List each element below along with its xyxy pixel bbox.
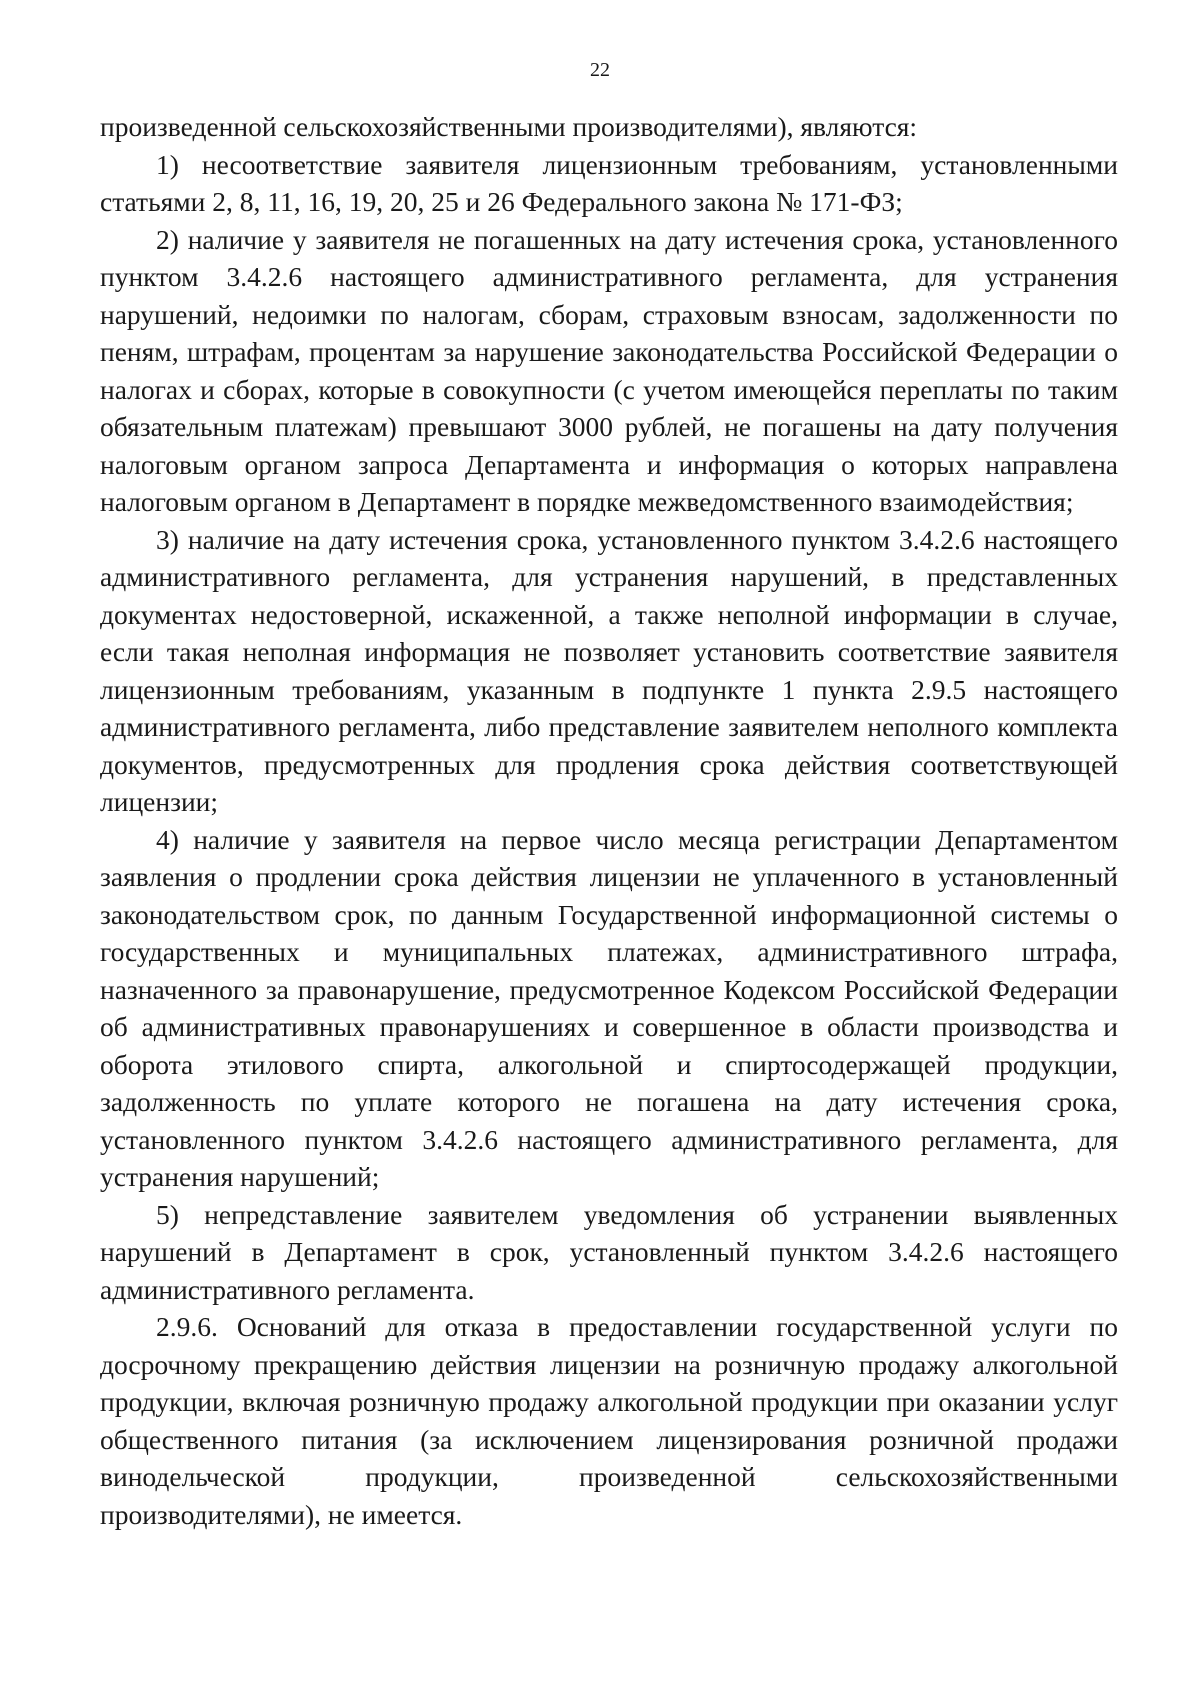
paragraph-item-3: 3) наличие на дату истечения срока, установленного пунктом 3.4.2.6 настоящего административного регламента, для устранения нарушений, в представленных документах недостоверной, искаженной, а также неполной информации в случае, если такая неполная информация не позволяет установить соответствие заявителя лицензионным требованиям, указанным в подпункте 1 пункта 2.9.5 настоящего административного регламента, либо представление заявителем неполного комплекта документов, предусмотренных для продления срока действия соответствующей лицензии; [100, 523, 1118, 817]
document-body [100, 108, 1118, 1533]
paragraph-section-2-9-6: 2.9.6. Оснований для отказа в предоставлении государственной услуги по досрочному прекращению действия лицензии на розничную продажу алкогольной продукции, включая розничную продажу алкогольной продукции при оказании услуг общественного питания (за исключением лицензирования розничной продажи винодельческой продукции, произведенной сельскохозяйственными производителями), не имеется. [100, 1311, 1118, 1530]
paragraph-continuation: произведенной сельскохозяйственными производителями), являются: [100, 111, 918, 142]
paragraph-item-5: 5) непредставление заявителем уведомления об устранении выявленных нарушений в Департамент в срок, установленный пунктом 3.4.2.6 настоящего административного регламента. [100, 1198, 1118, 1305]
paragraph-item-4: 4) наличие у заявителя на первое число месяца регистрации Департаментом заявления о продлении срока действия лицензии не уплаченного в установленный законодательством срок, по данным Государственной информационной системы о государственных и муниципальных платежах, административного штрафа, назначенного за правонарушение, предусмотренное Кодексом Российской Федерации об административных правонарушениях и совершенное в области производства и оборота этилового спирта, алкогольной и спиртосодержащей продукции, задолженность по уплате которого не погашена на дату истечения срока, установленного пунктом 3.4.2.6 настоящего административного регламента, для устранения нарушений; [100, 823, 1118, 1192]
paragraph-item-1: 1) несоответствие заявителя лицензионным требованиям, установленными статьями 2, 8, 11, 16, 19, 20, 25 и 26 Федерального закона № 171-ФЗ; [100, 148, 1118, 217]
paragraph-item-2: 2) наличие у заявителя не погашенных на дату истечения срока, установленного пунктом 3.4.2.6 настоящего административного регламента, для устранения нарушений, недоимки по налогам, сборам, страховым взносам, задолженности по пеням, штрафам, процентам за нарушение законодательства Российской Федерации о налогах и сборах, которые в совокупности (с учетом имеющейся переплаты по таким обязательным платежам) превышают 3000 рублей, не погашены на дату получения налоговым органом запроса Департамента и информация о которых направлена налоговым органом в Департамент в порядке межведомственного взаимодействия; [100, 223, 1118, 517]
page-number: 22 [590, 59, 610, 81]
